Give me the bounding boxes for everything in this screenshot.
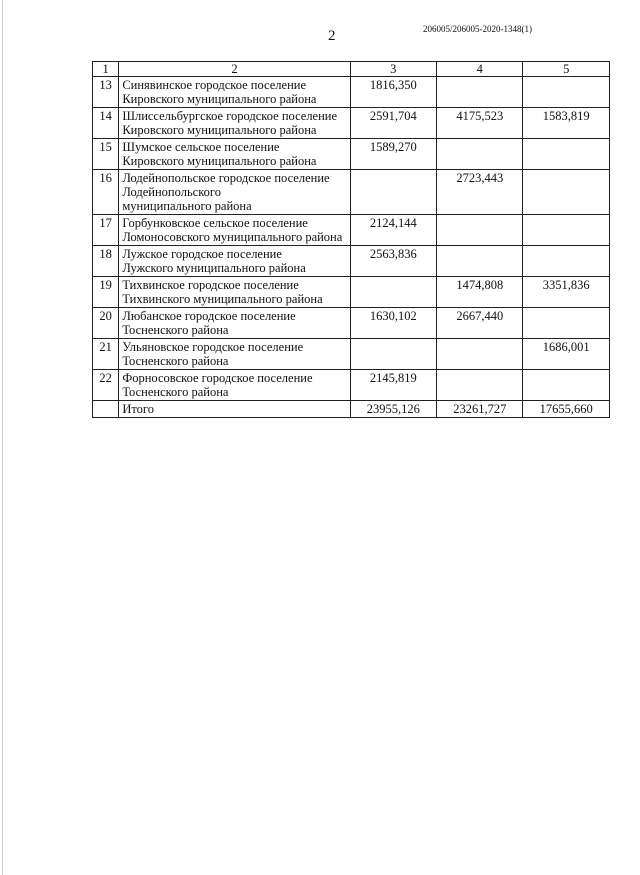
- value-col-4: 4175,523: [437, 108, 523, 139]
- settlement-name-line: Тихвинское городское поселение: [122, 278, 299, 292]
- total-label: Итого: [119, 401, 350, 418]
- row-number: 19: [93, 277, 119, 308]
- row-number: 13: [93, 77, 119, 108]
- settlement-name: [119, 215, 350, 246]
- value-col-4: 2667,440: [437, 308, 523, 339]
- settlement-name-line: Кировского муниципального района: [122, 92, 317, 106]
- row-number: 14: [93, 108, 119, 139]
- value-col-5: [523, 77, 610, 108]
- value-col-4: 1474,808: [437, 277, 523, 308]
- table-row: [93, 215, 610, 246]
- value-col-3: 2145,819: [350, 370, 436, 401]
- total-col-3: 23955,126: [350, 401, 436, 418]
- value-col-4: [437, 215, 523, 246]
- value-col-5: 1583,819: [523, 108, 610, 139]
- table-row: [93, 308, 610, 339]
- table-row: [93, 339, 610, 370]
- table-body: [93, 62, 610, 418]
- value-col-5: 3351,836: [523, 277, 610, 308]
- row-number: 16: [93, 170, 119, 215]
- value-col-4: [437, 339, 523, 370]
- row-number: 15: [93, 139, 119, 170]
- settlement-name-line: Синявинское городское поселение: [122, 78, 306, 92]
- table-row: [93, 139, 610, 170]
- value-col-4: [437, 77, 523, 108]
- row-number: 17: [93, 215, 119, 246]
- value-col-5: [523, 139, 610, 170]
- value-col-3: 1589,270: [350, 139, 436, 170]
- value-col-5: [523, 215, 610, 246]
- settlement-name: [119, 339, 350, 370]
- settlement-name: [119, 77, 350, 108]
- settlement-name: [119, 170, 350, 215]
- settlement-name-line: Кировского муниципального района: [122, 123, 317, 137]
- settlement-name-line: муниципального района: [122, 199, 252, 213]
- table-row: [93, 170, 610, 215]
- settlement-name: [119, 139, 350, 170]
- value-col-3: 2563,836: [350, 246, 436, 277]
- column-header-4: 4: [437, 62, 523, 77]
- settlement-name-line: Ульяновское городское поселение: [122, 340, 304, 354]
- row-number: 20: [93, 308, 119, 339]
- value-col-5: [523, 170, 610, 215]
- settlement-name-line: Лужского муниципального района: [122, 261, 306, 275]
- settlement-name-line: Тосненского района: [122, 385, 229, 399]
- column-header-3: 3: [350, 62, 436, 77]
- settlement-name-line: Кировского муниципального района: [122, 154, 317, 168]
- total-empty-cell: [93, 401, 119, 418]
- value-col-4: [437, 246, 523, 277]
- page-number: 2: [328, 28, 336, 44]
- value-col-4: [437, 370, 523, 401]
- table-row: [93, 277, 610, 308]
- table-row: [93, 77, 610, 108]
- value-col-5: 1686,001: [523, 339, 610, 370]
- value-col-3: 2591,704: [350, 108, 436, 139]
- scan-edge-line: [2, 0, 3, 875]
- value-col-4: 2723,443: [437, 170, 523, 215]
- settlement-name: [119, 246, 350, 277]
- total-row: [93, 401, 610, 418]
- settlement-name-line: Лужское городское поселение: [122, 247, 282, 261]
- column-header-5: 5: [523, 62, 610, 77]
- settlement-name-line: Шлиссельбургское городское поселение: [122, 109, 338, 123]
- table-header-row: [93, 62, 610, 77]
- settlement-name: [119, 277, 350, 308]
- value-col-4: [437, 139, 523, 170]
- document-code: 206005/206005-2020-1348(1): [423, 24, 532, 34]
- settlement-name-line: Любанское городское поселение: [122, 309, 296, 323]
- settlement-name-line: Тосненского района: [122, 323, 229, 337]
- settlement-name: [119, 370, 350, 401]
- column-header-2: 2: [119, 62, 350, 77]
- settlement-name-line: Шумское сельское поселение: [122, 140, 280, 154]
- row-number: 22: [93, 370, 119, 401]
- total-col-4: 23261,727: [437, 401, 523, 418]
- table-row: [93, 108, 610, 139]
- value-col-5: [523, 308, 610, 339]
- row-number: 18: [93, 246, 119, 277]
- settlement-name-line: Форносовское городское поселение: [122, 371, 313, 385]
- value-col-5: [523, 246, 610, 277]
- settlement-name-line: Тосненского района: [122, 354, 229, 368]
- settlements-table: [92, 61, 610, 418]
- value-col-3: [350, 170, 436, 215]
- value-col-3: [350, 339, 436, 370]
- value-col-3: 2124,144: [350, 215, 436, 246]
- total-col-5: 17655,660: [523, 401, 610, 418]
- settlement-name-line: Ломоносовского муниципального района: [122, 230, 343, 244]
- column-header-1: 1: [93, 62, 119, 77]
- settlement-name: [119, 308, 350, 339]
- table-row: [93, 370, 610, 401]
- settlement-name-line: Лодейнопольского: [122, 185, 221, 199]
- settlement-name-line: Горбунковское сельское поселение: [122, 216, 308, 230]
- settlement-name: [119, 108, 350, 139]
- row-number: 21: [93, 339, 119, 370]
- table-row: [93, 246, 610, 277]
- value-col-5: [523, 370, 610, 401]
- settlement-name-line: Лодейнопольское городское поселение: [122, 171, 330, 185]
- settlement-name-line: Тихвинского муниципального района: [122, 292, 323, 306]
- value-col-3: 1816,350: [350, 77, 436, 108]
- value-col-3: 1630,102: [350, 308, 436, 339]
- value-col-3: [350, 277, 436, 308]
